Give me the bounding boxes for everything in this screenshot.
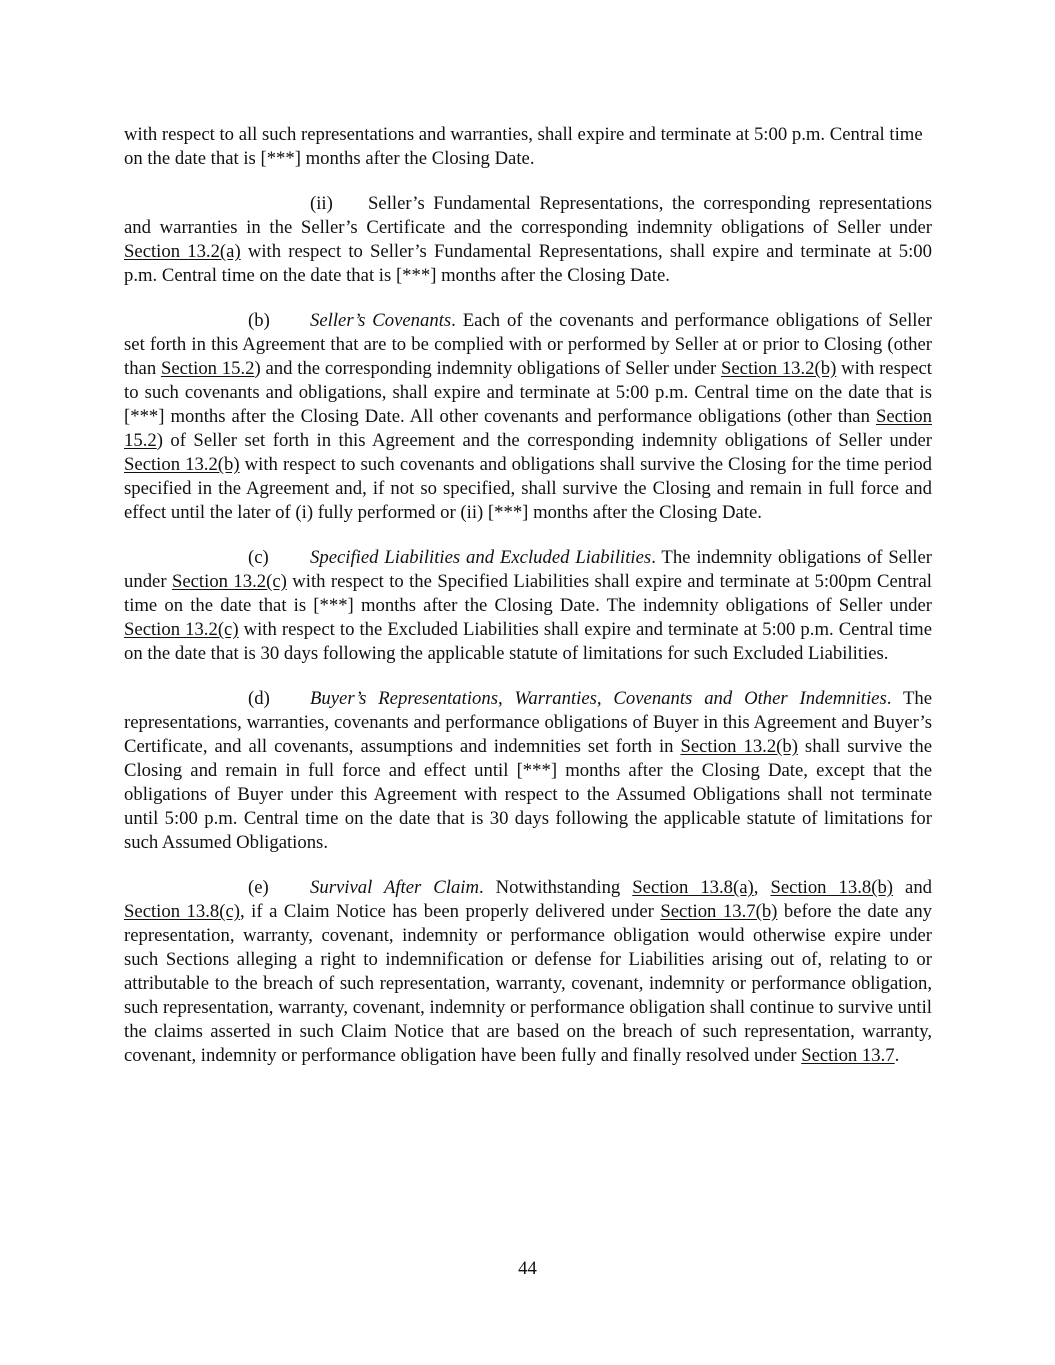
paragraph-text: Seller’s Fundamental Representations, the corresponding representations and warranties in the Seller’s Certificate and the corresponding indemnity obligations of Seller under <box>124 193 932 238</box>
paragraph-text: . Notwithstanding <box>479 877 633 898</box>
section-reference[interactable]: Section 13.2(b) <box>124 454 240 475</box>
paragraph-b-sellers-covenants <box>124 309 932 525</box>
paragraph-text: ) and the corresponding indemnity obligations of Seller under <box>254 358 721 379</box>
section-reference[interactable]: Section 13.2(c) <box>171 571 287 592</box>
paragraph-text: shall survive the Closing and remain in full force and effect until [***] months after the Closing Date, except that the obligations of Buyer under this Agreement with respect to the Assumed Obligations shall not terminate until 5:00 p.m. Central time on the date that is 30 days following the applicable statute of limitations for such Assumed Obligations. <box>124 736 933 853</box>
clause-marker: (ii) <box>310 193 333 214</box>
paragraph-text: with respect to all such representations and warranties, shall expire and terminate at 5:00 p.m. Central time on the date that is [***] months after the Closing Date. <box>124 124 923 169</box>
paragraph-d-buyers-representations <box>124 687 932 855</box>
paragraph-c-specified-liabilities <box>124 546 932 666</box>
section-reference[interactable]: Section 13.2(b) <box>720 358 837 379</box>
section-reference[interactable]: Section 13.2(a) <box>124 241 241 262</box>
section-reference[interactable]: Section 13.8(b) <box>770 877 894 898</box>
paragraph-text: before the date any representation, warranty, covenant, indemnity or performance obligation would otherwise expire under such Sections alleging a right to indemnification or defense for Liabilities arising out of, relating to or attributable to the breach of such representation, warranty, covenant, indemnity or performance obligation, such representation, warranty, covenant, indemnity or performance obligation shall continue to survive until the claims asserted in such Claim Notice that are based on the breach of such representation, warranty, covenant, indemnity or performance obligation have been fully and finally resolved under <box>124 901 933 1066</box>
clause-heading: Seller’s Covenants <box>310 310 452 331</box>
section-reference[interactable]: Section 13.2(b) <box>680 736 798 757</box>
paragraph-text: with respect to such covenants and obligations, shall expire and terminate at 5:00 p.m. Central time on the date that is [***] months after the Closing Date. All other covenants and performance obligations (other than <box>124 358 933 427</box>
paragraph-continuation <box>124 123 932 171</box>
paragraph-text: , <box>753 877 771 898</box>
paragraph-text: , if a Claim Notice has been properly delivered under <box>240 901 661 922</box>
paragraph-text: with respect to Seller’s Fundamental Representations, shall expire and terminate at 5:00 p.m. Central time on the date that is [***] months after the Closing Date. <box>124 241 932 286</box>
paragraph-e-survival-after-claim <box>124 876 932 1068</box>
paragraph-text: . Each of the covenants and performance obligations of Seller set forth in this Agreement that are to be complied with or performed by Seller at or prior to Closing (other than <box>124 310 933 379</box>
clause-heading: Specified Liabilities and Excluded Liabilities <box>310 547 652 568</box>
page-number: 44 <box>518 1258 537 1279</box>
paragraph-text: ) of Seller set forth in this Agreement and the corresponding indemnity obligations of Seller under <box>156 430 932 451</box>
document-page <box>124 123 932 1089</box>
clause-marker: (e) <box>248 877 269 898</box>
section-reference[interactable]: Section 13.7(b) <box>660 901 778 922</box>
clause-marker: (c) <box>248 547 269 568</box>
section-reference[interactable]: Section 15.2 <box>124 406 932 451</box>
paragraph-text: with respect to such covenants and obligations shall survive the Closing for the time period specified in the Agreement and, if not so specified, shall survive the Closing and remain in full force and effect until the later of (i) fully performed or (ii) [***] months after the Closing Date. <box>124 454 932 523</box>
section-reference[interactable]: Section 13.2(c) <box>124 619 239 640</box>
paragraph-ii-fundamental-representations <box>124 192 932 288</box>
clause-marker: (b) <box>248 310 270 331</box>
clause-marker: (d) <box>248 688 270 709</box>
clause-heading: Buyer’s Representations, Warranties, Covenants and Other Indemnities <box>310 688 887 709</box>
paragraph-text: . The indemnity obligations of Seller under <box>124 547 932 592</box>
section-reference[interactable]: Section 13.8(c) <box>124 901 240 922</box>
section-reference[interactable]: Section 13.7 <box>801 1045 895 1066</box>
paragraph-text: . <box>894 1045 900 1066</box>
paragraph-text: . The representations, warranties, covenants and performance obligations of Buyer in this Agreement and Buyer’s Certificate, and all covenants, assumptions and indemnities set forth in <box>124 688 933 757</box>
paragraph-text: with respect to the Excluded Liabilities shall expire and terminate at 5:00 p.m. Central time on the date that is 30 days following the applicable statute of limitations for such Excluded Liabilities. <box>124 619 932 664</box>
paragraph-text: with respect to the Specified Liabilities shall expire and terminate at 5:00pm Central time on the date that is [***] months after the Closing Date. The indemnity obligations of Seller under <box>124 571 932 616</box>
clause-heading: Survival After Claim <box>310 877 479 898</box>
section-reference[interactable]: Section 13.8(a) <box>632 877 754 898</box>
paragraph-text: and <box>893 877 933 898</box>
section-reference[interactable]: Section 15.2 <box>160 358 255 379</box>
